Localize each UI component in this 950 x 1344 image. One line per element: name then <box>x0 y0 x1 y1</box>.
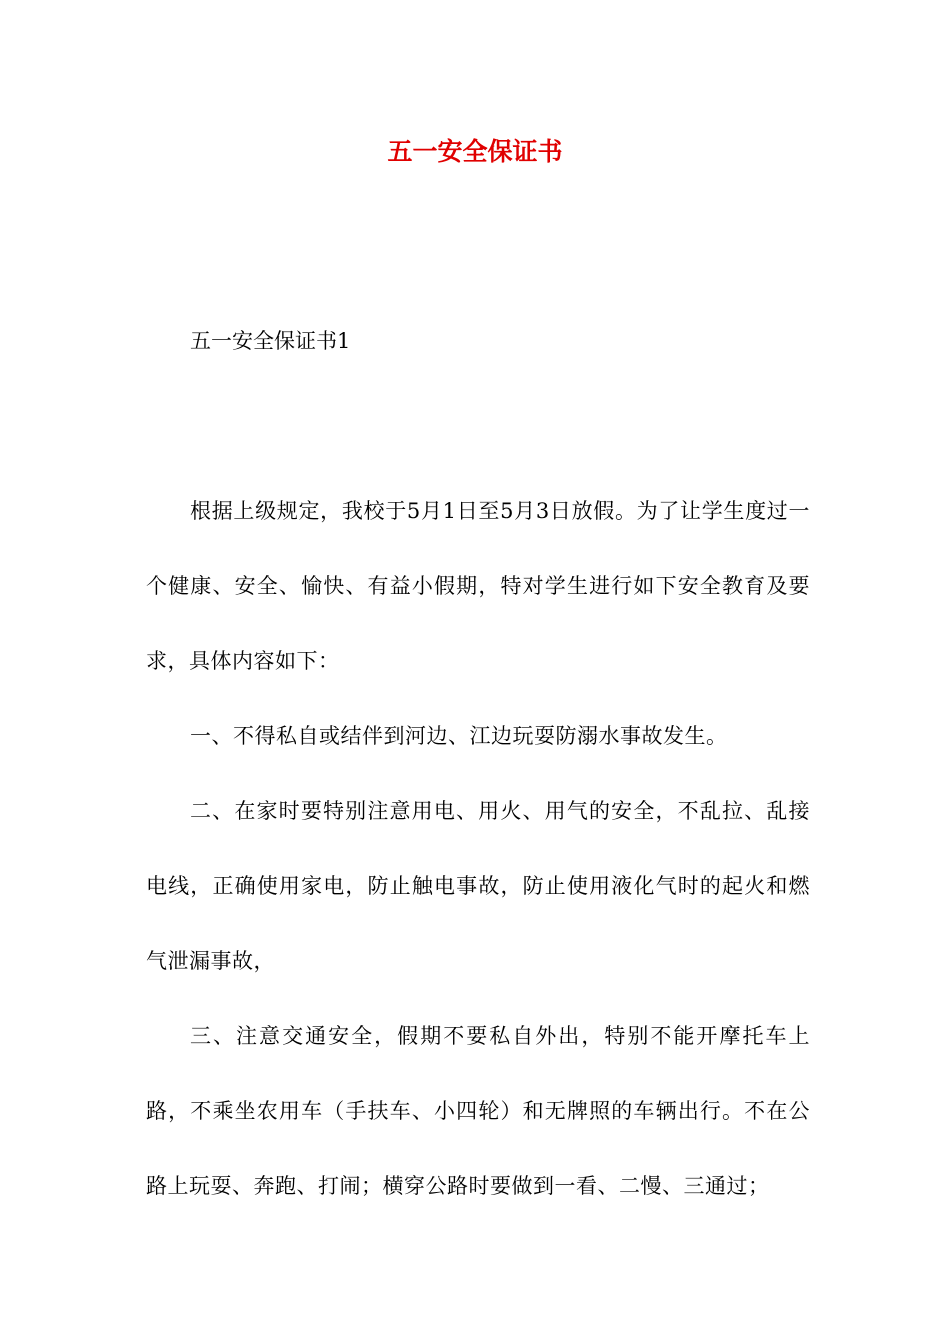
section-heading: 五一安全保证书1 <box>190 329 351 353</box>
paragraph-rule-1: 一、不得私自或结伴到河边、江边玩耍防溺水事故发生。 <box>190 724 728 748</box>
paragraph-rule-2: 二、在家时要特别注意用电、用火、用气的安全，不乱拉、乱接电线，正确使用家电，防止触电事故，防止使用液化气时的起火和燃气泄漏事故， <box>146 799 810 973</box>
document-title: 五一安全保证书 <box>387 137 563 166</box>
document-body <box>146 474 810 1224</box>
paragraph-intro: 根据上级规定，我校于5月1日至5月3日放假。为了让学生度过一个健康、安全、愉快、有益小假期，特对学生进行如下安全教育及要求，具体内容如下： <box>146 499 810 673</box>
paragraph-rule-3: 三、注意交通安全，假期不要私自外出，特别不能开摩托车上路，不乘坐农用车（手扶车、小四轮）和无牌照的车辆出行。不在公路上玩耍、奔跑、打闹；横穿公路时要做到一看、二慢、三通过； <box>146 1024 810 1198</box>
